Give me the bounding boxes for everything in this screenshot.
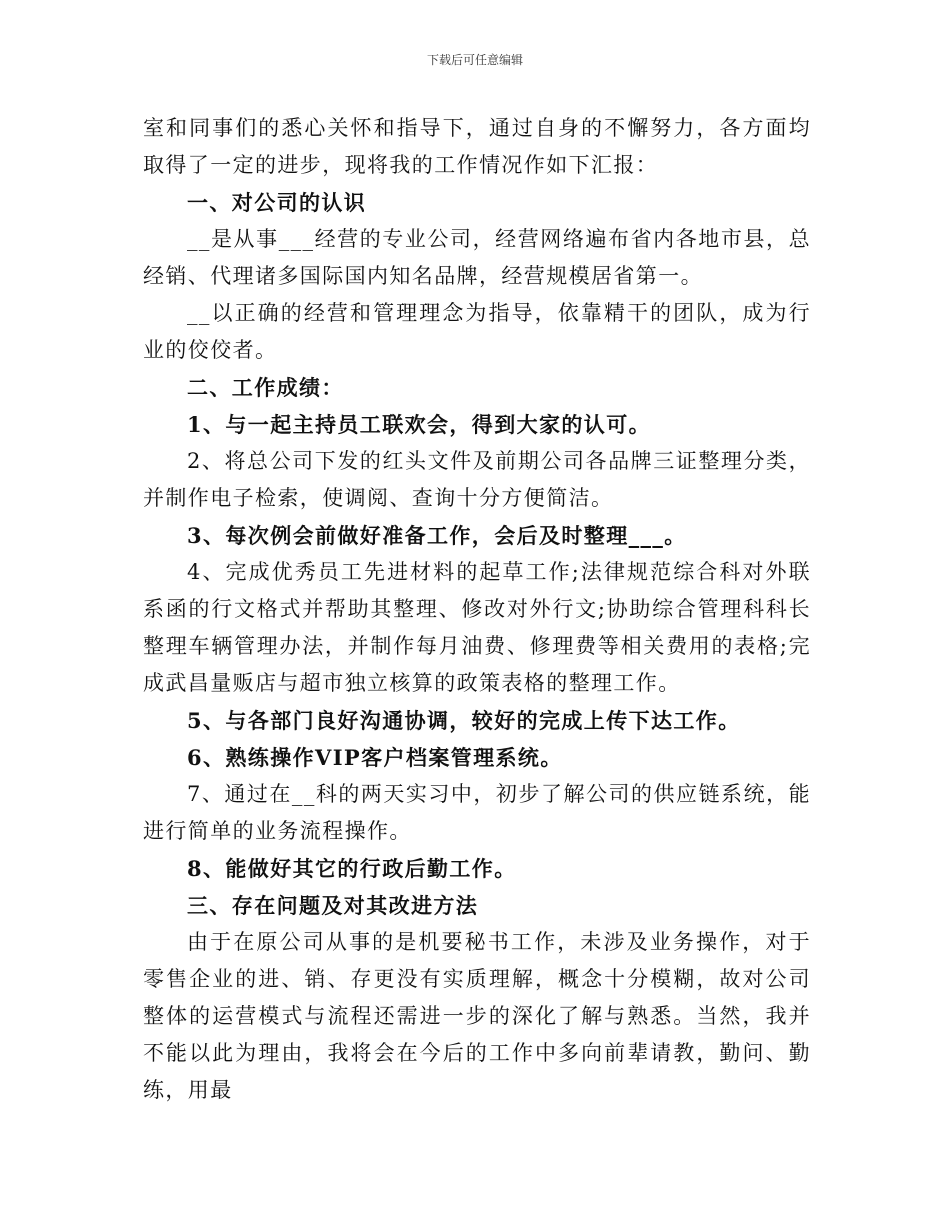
document-body: [143, 110, 811, 1109]
achievement-item-3: 3、每次例会前做好准备工作，会后及时整理___。: [187, 523, 687, 548]
achievement-item-1: 1、与一起主持员工联欢会，得到大家的认可。: [187, 412, 652, 437]
paragraph-company-philosophy: __以正确的经营和管理理念为指导，依靠精干的团队，成为行业的佼佼者。: [143, 301, 811, 362]
section-heading-problems: 三、存在问题及对其改进方法: [187, 893, 479, 918]
page-header: 下载后可任意编辑: [426, 53, 523, 67]
paragraph-company-business: __是从事___经营的专业公司，经营网络遍布省内各地市县，总经销、代理诸多国际国内知名品牌，经营规模居省第一。: [143, 227, 811, 288]
achievement-item-2: 2、将总公司下发的红头文件及前期公司各品牌三证整理分类，并制作电子检索，使调阅、查询十分方便简洁。: [143, 449, 811, 510]
section-heading-company-understanding: 一、对公司的认识: [187, 190, 367, 215]
achievement-item-7: 7、通过在__科的两天实习中，初步了解公司的供应链系统，能进行简单的业务流程操作。: [143, 782, 811, 843]
paragraph-intro-continuation: 室和同事们的悉心关怀和指导下，通过自身的不懈努力，各方面均取得了一定的进步，现将我的工作情况作如下汇报：: [143, 116, 811, 177]
achievement-item-4: 4、完成优秀员工先进材料的起草工作;法律规范综合科对外联系函的行文格式并帮助其整理、修改对外行文;协助综合管理科科长整理车辆管理办法，并制作每月油费、修理费等相关费用的表格;完成武昌量贩店与超市独立核算的政策表格的整理工作。: [143, 560, 811, 695]
paragraph-problems-improvement: 由于在原公司从事的是机要秘书工作，未涉及业务操作，对于零售企业的进、销、存更没有实质理解，概念十分模糊，故对公司整体的运营模式与流程还需进一步的深化了解与熟悉。当然，我并不能以此为理由，我将会在今后的工作中多向前辈请教，勤问、勤练，用最: [143, 930, 811, 1102]
achievement-item-8: 8、能做好其它的行政后勤工作。: [187, 856, 517, 881]
achievement-item-5: 5、与各部门良好沟通协调，较好的完成上传下达工作。: [187, 708, 741, 733]
section-heading-achievements: 二、工作成绩：: [187, 375, 344, 400]
achievement-item-6: 6、熟练操作VIP客户档案管理系统。: [187, 745, 563, 770]
